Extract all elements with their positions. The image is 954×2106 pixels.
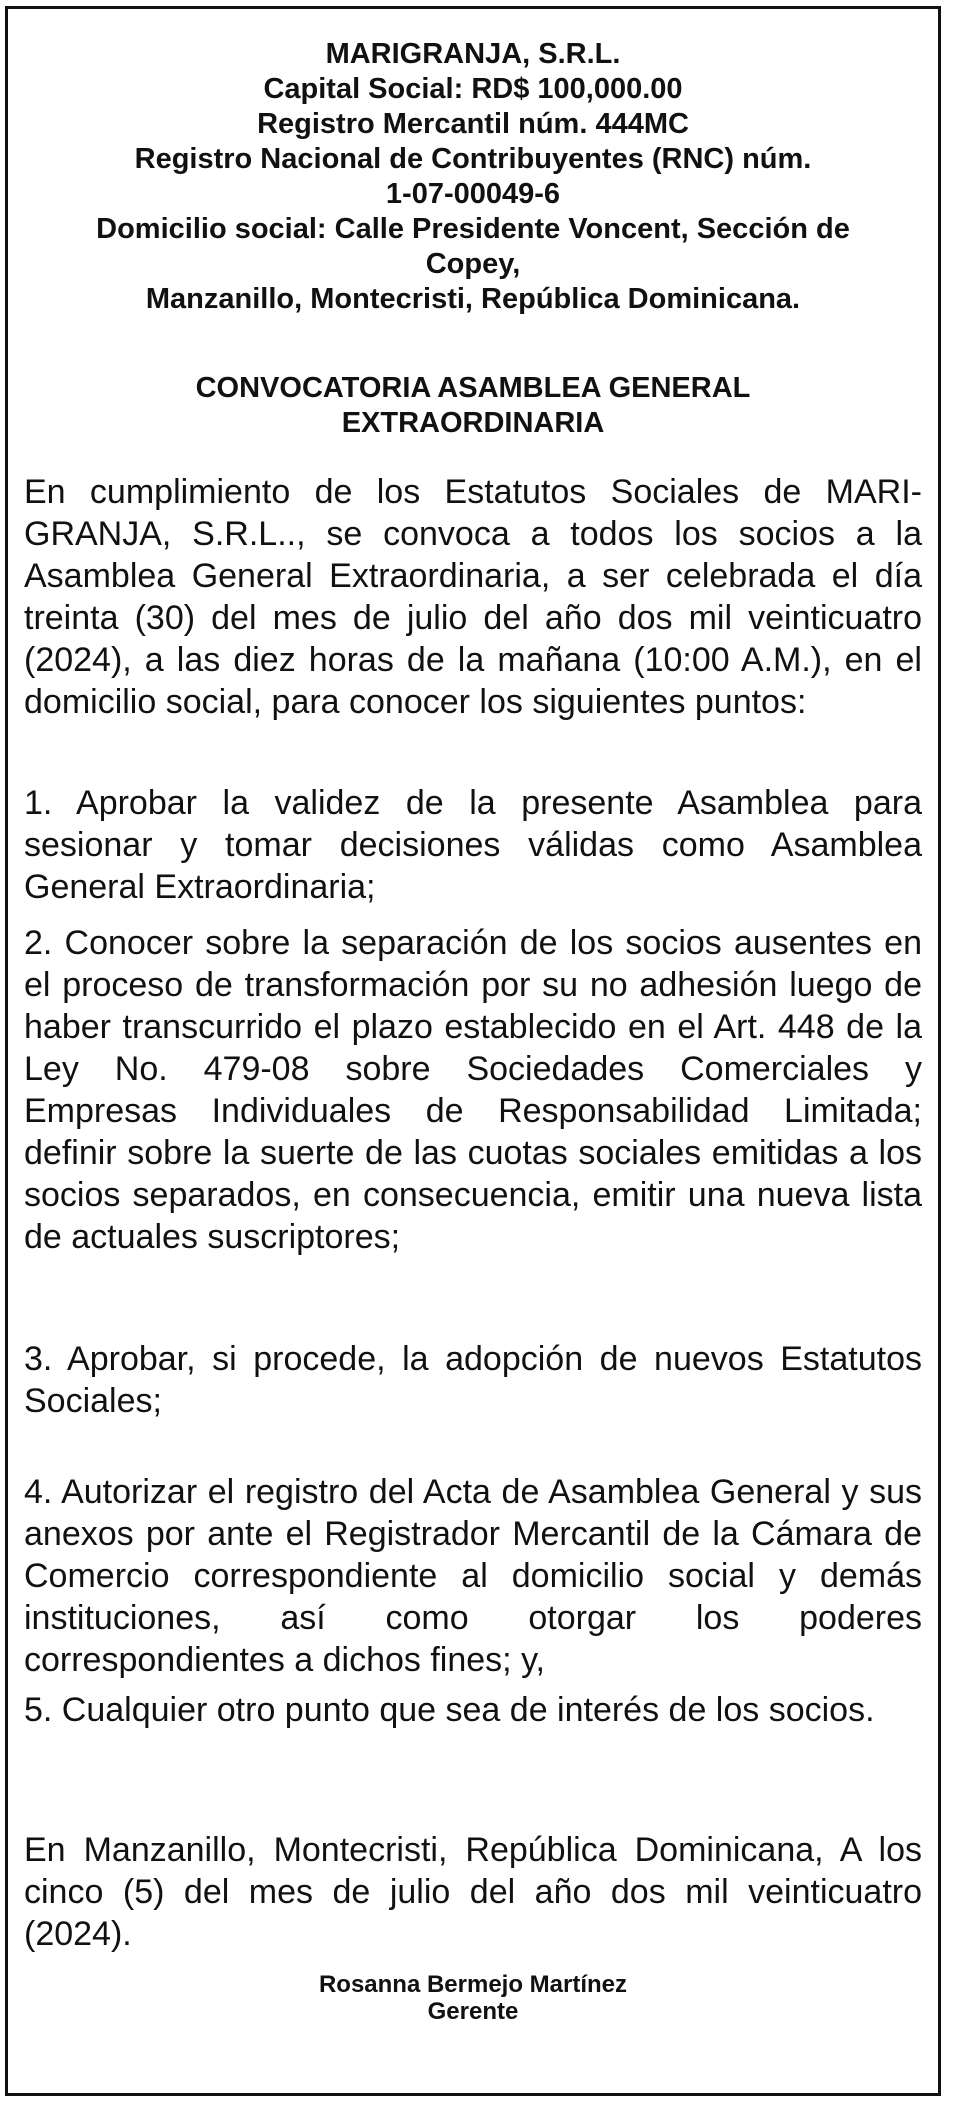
signatory-name: Rosanna Bermejo Martínez: [318, 1971, 628, 1998]
notice-title-line-2: EXTRAORDINARIA: [341, 407, 605, 439]
notice-title-line-1: CONVOCATORIA ASAMBLEA GENERAL: [195, 372, 751, 404]
agenda-item-4: 4. Autorizar el registro del Acta de Asamblea General y sus anexos por ante el Registrador Mercantil de la Cámara de Comercio correspondiente al domicilio social y demás instituciones, así como otorgar los poderes correspondientes a dichos fines; y,: [24, 1473, 922, 1679]
company-name: MARIGRANJA, S.R.L.: [325, 38, 621, 70]
rnc-number: 1-07-00049-6: [385, 178, 561, 210]
notice-title: [8, 371, 938, 441]
agenda-item-1: 1. Aprobar la validez de la presente Asamblea para sesionar y tomar decisiones válidas como Asamblea General Extraordinaria;: [24, 784, 922, 906]
agenda-item-5: 5. Cualquier otro punto que sea de interés de los socios.: [24, 1691, 875, 1729]
registro-mercantil: Registro Mercantil núm. 444MC: [257, 108, 689, 140]
rnc-label: Registro Nacional de Contribuyentes (RNC) núm.: [134, 143, 812, 175]
intro-paragraph: En cumplimiento de los Estatutos Sociales de MARIGRANJA, S.R.L.., se convoca a todos los socios a la Asamblea General Extraordinaria, a ser celebrada el día treinta (30) del mes de julio del año dos mil veinticuatro (2024), a las diez horas de la mañana (10:00 A.M.), en el domicilio social, para conocer los siguientes puntos:: [24, 473, 922, 721]
signatory-role: Gerente: [427, 1998, 519, 2025]
closing-paragraph: En Manzanillo, Montecristi, República Dominicana, A los cinco (5) del mes de julio del año dos mil veinticuatro (2024).: [24, 1831, 922, 1953]
legal-notice: [5, 6, 941, 2096]
domicilio-line-3: Manzanillo, Montecristi, República Dominicana.: [145, 283, 801, 315]
company-header: [8, 37, 938, 317]
domicilio-line-1: Domicilio social: Calle Presidente Voncent, Sección de: [96, 213, 850, 245]
agenda-item-2: 2. Conocer sobre la separación de los socios ausentes en el proceso de transformación por su no adhesión luego de haber transcurrido el plazo establecido en el Art. 448 de la Ley No. 479-08 sobre Sociedades Comerciales y Empresas Individuales de Responsabilidad Limitada; definir sobre la suerte de las cuotas sociales emitidas a los socios separados, en consecuencia, emitir una nueva lista de actuales suscriptores;: [24, 924, 922, 1256]
domicilio-line-2: Copey,: [425, 248, 521, 280]
signature-block: [8, 1971, 938, 2025]
capital-social: Capital Social: RD$ 100,000.00: [263, 73, 683, 105]
agenda-item-3: 3. Aprobar, si procede, la adopción de nuevos Estatutos Sociales;: [24, 1340, 922, 1420]
